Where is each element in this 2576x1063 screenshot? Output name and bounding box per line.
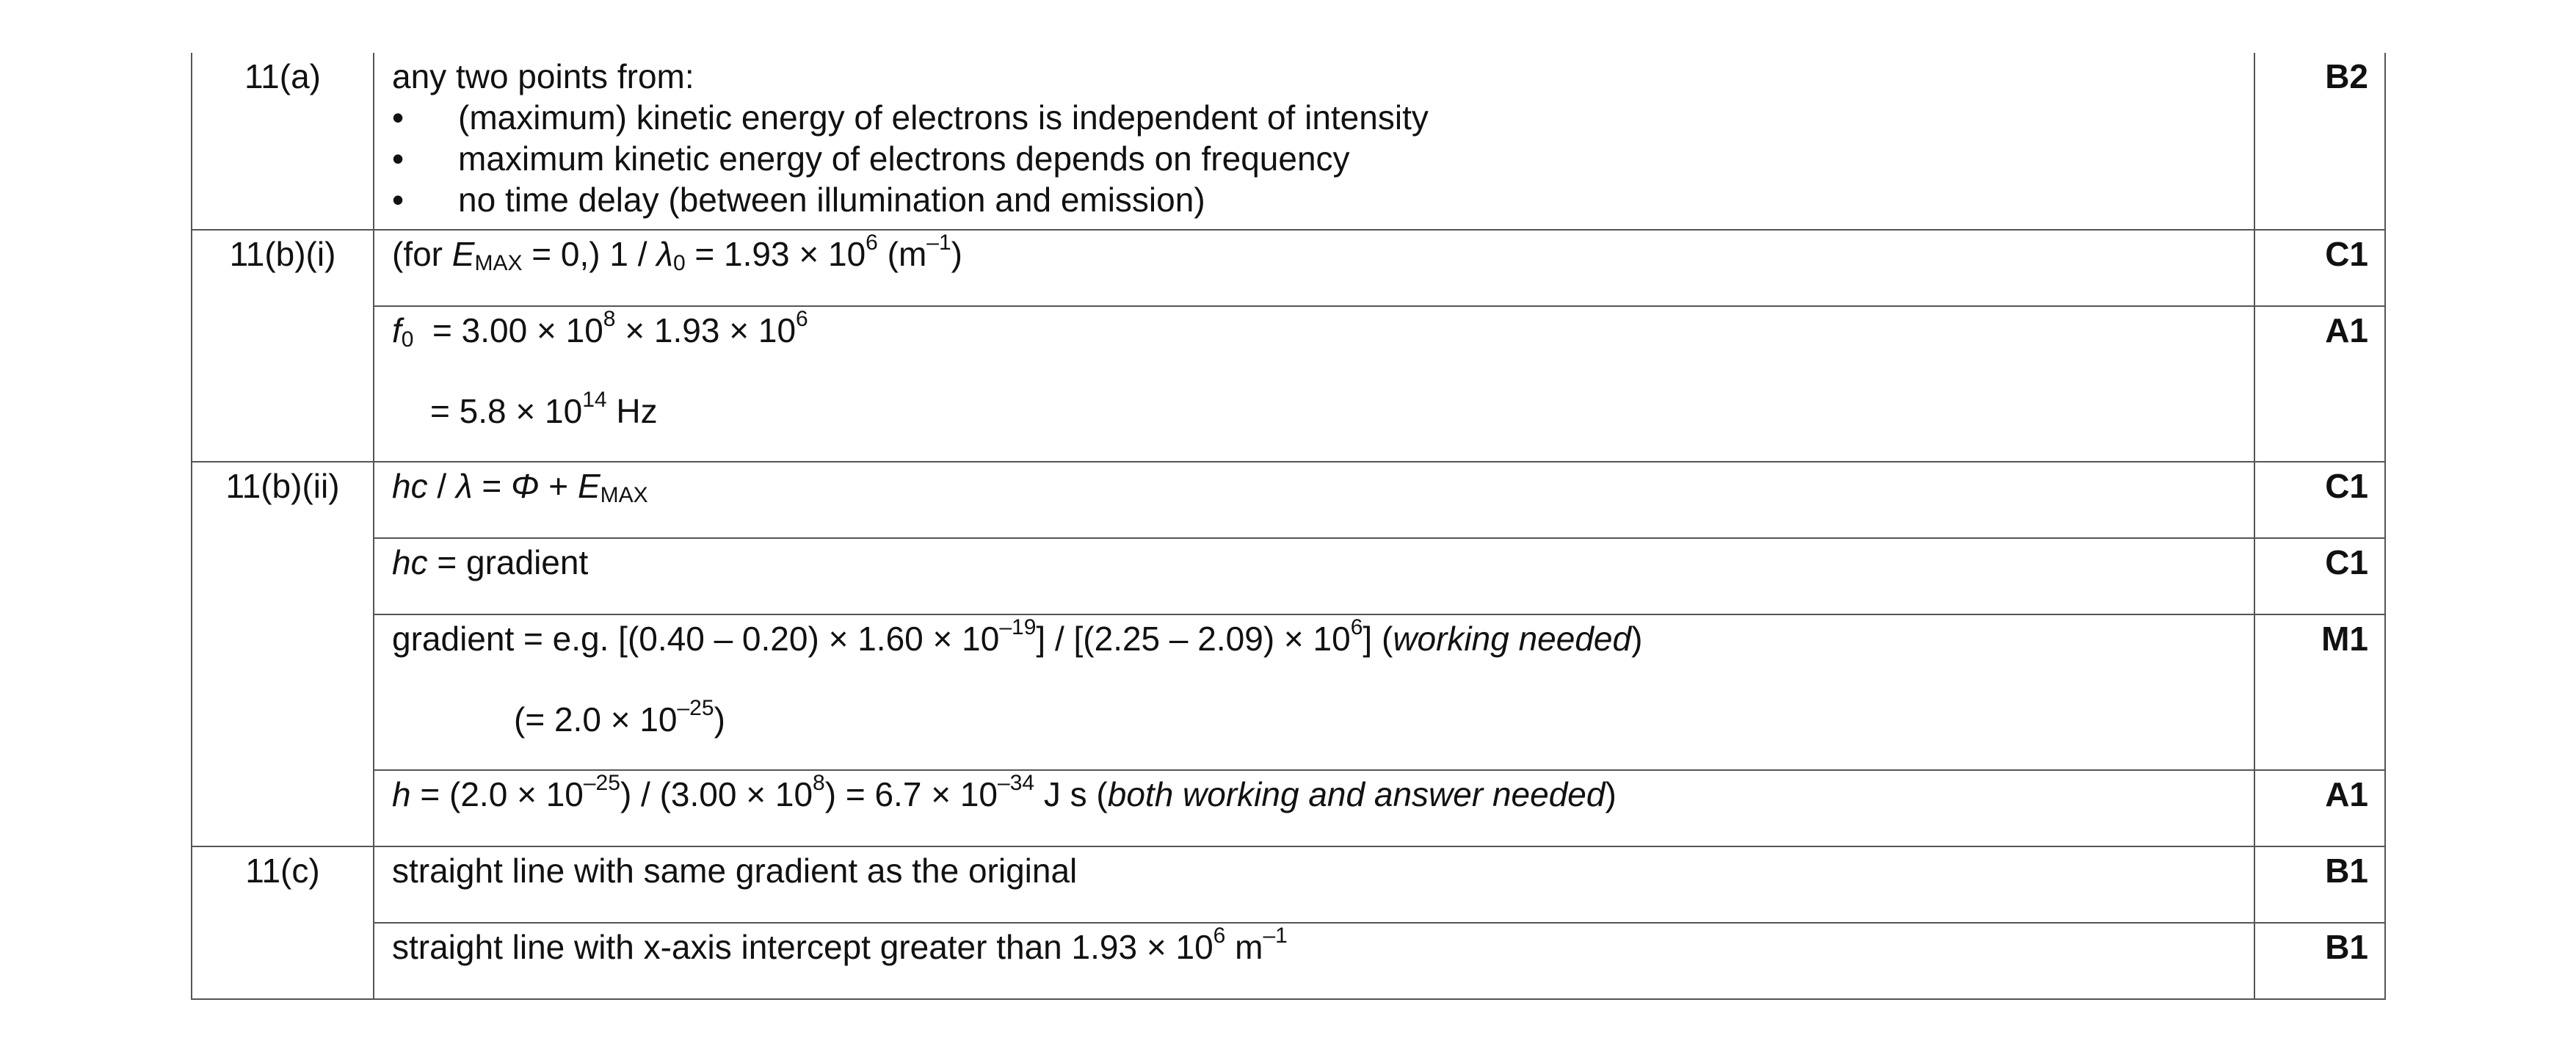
mark-code: B1 xyxy=(2254,923,2385,999)
answer-text: hc = gradient xyxy=(392,543,589,581)
mark-code: B2 xyxy=(2254,53,2385,230)
question-number: 11(c) xyxy=(192,846,374,999)
answer-text: hc / $\lambda = \Phi + E_{MAX}$ xyxy=(392,467,648,507)
list-item: • (maximum) kinetic energy of electrons is independent of intensity xyxy=(392,97,2236,138)
answer-text: straight line with x-axis intercept greater than $1.93 \times 10^6$ $m^{-1}$ xyxy=(392,924,1288,966)
table-row xyxy=(192,846,2385,923)
table-row xyxy=(192,462,2385,538)
table-row xyxy=(192,306,2385,462)
answer-cell xyxy=(374,770,2254,846)
mark-code: A1 xyxy=(2254,770,2385,846)
answer-cell xyxy=(374,306,2254,462)
table-row xyxy=(192,230,2385,306)
answer-cell xyxy=(374,230,2254,306)
answer-result: = $5.8 \times 10^{14}$ Hz xyxy=(430,388,658,430)
answer-cell xyxy=(374,538,2254,614)
table-row xyxy=(192,770,2385,846)
mark-code: C1 xyxy=(2254,462,2385,538)
list-item: • no time delay (between illumination and emission) xyxy=(392,179,2236,220)
question-number: 11(b)(i) xyxy=(192,230,374,462)
question-number: 11(a) xyxy=(192,53,374,230)
answer-cell xyxy=(374,614,2254,770)
table-row xyxy=(192,923,2385,999)
mark-code: M1 xyxy=(2254,614,2385,770)
answer-bullet-list xyxy=(392,97,2236,220)
table-row xyxy=(192,614,2385,770)
mark-code: C1 xyxy=(2254,230,2385,306)
answer-cell xyxy=(374,53,2254,230)
answer-text: straight line with same gradient as the original xyxy=(392,852,1078,890)
question-number: 11(b)(ii) xyxy=(192,462,374,846)
answer-result: (= $2.0 \times 10^{-25}$) xyxy=(514,696,725,739)
list-item: • maximum kinetic energy of electrons depends on frequency xyxy=(392,138,2236,179)
answer-cell xyxy=(374,846,2254,923)
answer-text: gradient = e.g. $[(0.40 - 0.20) \times 1.60 \times 10^{-19}] / [(2.25 - 2.09) \times 10^6]$ (working needed) xyxy=(392,615,1643,658)
mark-code: A1 xyxy=(2254,306,2385,462)
answer-cell xyxy=(374,462,2254,538)
answer-text: $h = (2.0 \times 10^{-25}) / (3.00 \times 10^8) = 6.7 \times 10^{-34}$ J s (both working and answer needed) xyxy=(392,771,1617,813)
table-row xyxy=(192,538,2385,614)
mark-code: B1 xyxy=(2254,846,2385,923)
mark-code: C1 xyxy=(2254,538,2385,614)
mark-scheme-table xyxy=(191,53,2386,1000)
table-row xyxy=(192,53,2385,230)
answer-cell xyxy=(374,923,2254,999)
answer-text: (for $E_{MAX} = 0$,) $1 / \lambda_0 = 1.93 \times 10^6$ $(m^{-1})$ xyxy=(392,231,962,275)
answer-intro: any two points from: xyxy=(392,57,694,95)
answer-text: $f_0 = 3.00 \times 10^8 \times 1.93 \times 10^6$ xyxy=(392,307,808,352)
